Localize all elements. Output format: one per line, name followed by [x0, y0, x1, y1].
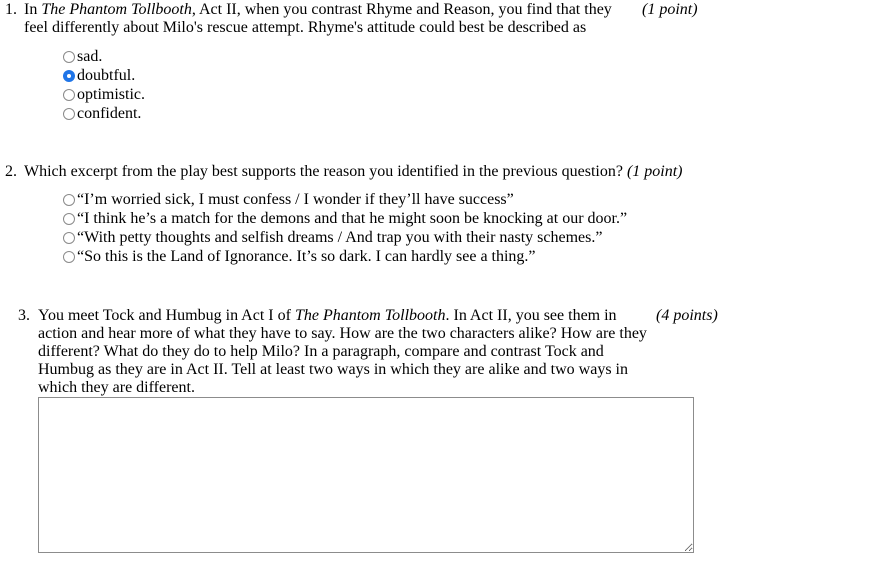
radio-button[interactable]	[63, 108, 75, 120]
option-label: “I think he’s a match for the demons and that he might soon be knocking at our door.”	[77, 209, 628, 227]
question-2-option-4[interactable]	[63, 247, 627, 266]
radio-button[interactable]	[63, 251, 75, 263]
question-2	[0, 163, 873, 273]
question-1-option-optimistic[interactable]	[63, 85, 145, 104]
question-1-option-confident[interactable]	[63, 104, 145, 123]
radio-button-selected[interactable]	[63, 70, 75, 82]
question-2-number: 2.	[5, 163, 17, 180]
question-3-title: The Phantom Tollbooth	[294, 307, 446, 324]
radio-button[interactable]	[63, 51, 75, 63]
option-label: doubtful.	[77, 66, 136, 84]
question-2-option-2[interactable]	[63, 209, 627, 228]
option-label: “With petty thoughts and selfish dreams / And trap you with their nasty schemes.”	[77, 228, 603, 246]
question-3-number: 3.	[18, 307, 30, 324]
question-2-points: (1 point)	[626, 163, 683, 180]
question-2-option-3[interactable]	[63, 228, 627, 247]
question-1-option-sad[interactable]	[63, 47, 145, 66]
question-2-text: Which excerpt from the play best supports the reason you identified in the previous question? (1 point)	[24, 163, 683, 180]
option-label: “I’m worried sick, I must confess / I wonder if they’ll have success”	[77, 190, 514, 208]
question-1-option-doubtful[interactable]	[63, 66, 145, 85]
radio-button[interactable]	[63, 194, 75, 206]
option-label: confident.	[77, 104, 142, 122]
radio-button[interactable]	[63, 89, 75, 101]
question-1-title: The Phantom Tollbooth	[41, 1, 192, 18]
question-1-options	[63, 47, 145, 123]
question-1-number: 1.	[5, 1, 17, 18]
question-3-points: (4 points)	[656, 307, 718, 324]
radio-button[interactable]	[63, 232, 75, 244]
question-1	[0, 1, 873, 131]
question-1-points: (1 point)	[642, 1, 698, 18]
option-label: optimistic.	[77, 85, 145, 103]
question-2-options	[63, 190, 627, 266]
question-2-option-1[interactable]	[63, 190, 627, 209]
option-label: “So this is the Land of Ignorance. It’s so dark. I can hardly see a thing.”	[77, 247, 536, 265]
question-3-answer-textarea[interactable]	[38, 397, 694, 553]
option-label: sad.	[77, 47, 103, 65]
question-1-text: In The Phantom Tollbooth, Act II, when you contrast Rhyme and Reason, you find that they feel differently about Milo's rescue attempt. Rhyme's attitude could best be described as	[24, 1, 612, 36]
question-3-text: You meet Tock and Humbug in Act I of The Phantom Tollbooth. In Act II, you see them in action and hear more of what they have to say. How are the two characters alike? How are they different? What do they do to help Milo? In a paragraph, compare and contrast Tock and Humbug as they are in Act II. Tell at least two ways in which they are alike and two ways in which they are different.	[38, 307, 647, 396]
radio-button[interactable]	[63, 213, 75, 225]
